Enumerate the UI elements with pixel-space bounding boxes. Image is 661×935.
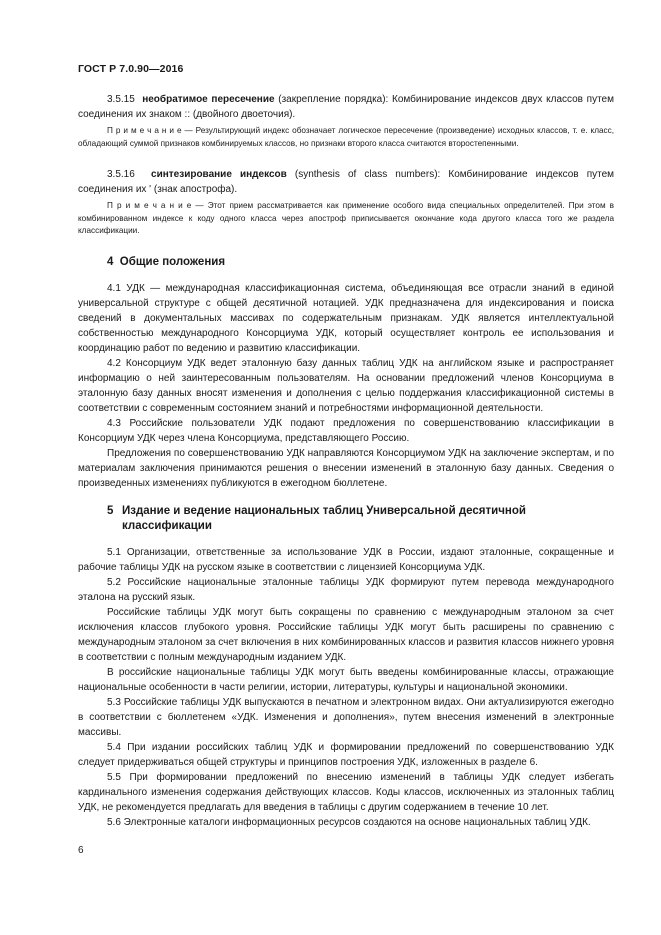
section-number: 4 xyxy=(107,256,114,268)
term-3-5-16 xyxy=(78,167,614,197)
note-paragraph xyxy=(78,200,614,238)
term-name: необратимое пересечение xyxy=(142,94,275,105)
term-paragraph xyxy=(78,167,614,197)
term-3-5-15 xyxy=(78,92,614,122)
note-label: П р и м е ч а н и е xyxy=(107,201,192,210)
term-name: синтезирование индексов xyxy=(151,169,287,180)
term-definition: (закрепление порядка): Комбинирование индексов двух классов путем соединения их знаком :: (двойного двоеточия). xyxy=(78,94,614,120)
term-definition: (synthesis of class numbers): Комбинирование индексов путем соединения их ' (знак апострофа). xyxy=(78,169,615,195)
paragraph-4-3-cont: Предложения по совершенствованию УДК направляются Консорциумом УДК на заключение экспертам, и по материалам заключения принимаются решения о внесении изменений в эталонную базу данных. Сведения о произведенных изменениях публикуются в ежегодном бюллетене. xyxy=(78,448,614,489)
note-label: П р и м е ч а н и е xyxy=(107,126,182,135)
page-number: 6 xyxy=(78,845,84,856)
term-paragraph xyxy=(78,92,614,122)
section-4-body xyxy=(78,281,614,491)
term-number: 3.5.15 xyxy=(107,94,135,105)
section-5-heading xyxy=(107,504,607,534)
section-5-body xyxy=(78,545,614,830)
paragraph-4-2: 4.2 Консорциум УДК ведет эталонную базу данных таблиц УДК на английском языке и распространяет информацию о ней заинтересованным пользователям. На основании предложений членов Консорциума в эталонную базу данных вносят изменения и дополнения с целью поддержания классификационной системы в соответствии с современным состоянием знаний и потребностями информационной деятельности. xyxy=(78,358,614,414)
paragraph-5-1: 5.1 Организации, ответственные за использование УДК в России, издают эталонные, сокращенные и рабочие таблицы УДК на русском языке в соответствии с лицензией Консорциума УДК. xyxy=(78,547,614,573)
note-text: — Этот прием рассматривается как применение особого вида специальных определителей. При этом в комбинированном индексе к коду одного класса через апостроф приписывается окончание кода другого класса того же раздела классификации. xyxy=(78,201,614,235)
paragraph-5-4: 5.4 При издании российских таблиц УДК и формировании предложений по совершенствованию УДК следует придерживаться общей структуры и принципов построения УДК, изложенных в разделе 6. xyxy=(78,742,614,768)
section-number: 5 xyxy=(107,505,114,517)
section-title: Общие положения xyxy=(119,256,226,268)
section-4-heading xyxy=(107,256,225,268)
note-paragraph xyxy=(78,125,614,150)
standard-header: ГОСТ Р 7.0.90—2016 xyxy=(78,63,184,75)
paragraph-5-3: 5.3 Российские таблицы УДК выпускаются в печатном и электронном видах. Они актуализируются ежегодно в соответствии с бюллетенем «УДК. Изменения и дополнения», путем внесения изменений в электронные массивы. xyxy=(78,697,614,738)
paragraph-5-5: 5.5 При формировании предложений по внесению изменений в таблицы УДК следует избегать кардинального изменения содержания действующих классов. Коды классов, исключенных из эталонных таблиц УДК, не рекомендуется предлагать для введения в таблицы с другим содержанием в течение 10 лет. xyxy=(78,772,614,813)
paragraph-4-1: 4.1 УДК — международная классификационная система, объединяющая все отрасли знаний в единой универсальной структуре с общей десятичной нотацией. УДК предназначена для индексирования и поиска сведений в документальных массивах по содержательным признакам. УДК является интеллектуальной собственностью международного Консорциума УДК, который осуществляет контроль ее использования и координацию работ по ведению и развитию классификации. xyxy=(78,283,614,354)
paragraph-5-2-cont2: В российские национальные таблицы УДК могут быть введены комбинированные классы, отражающие национальные особенности в части религии, истории, литературы, культуры и национальной экономики. xyxy=(78,667,614,693)
paragraph-5-6: 5.6 Электронные каталоги информационных ресурсов создаются на основе национальных таблиц УДК. xyxy=(107,817,591,828)
term-3-5-15-note xyxy=(78,125,614,150)
term-number: 3.5.16 xyxy=(107,169,135,180)
paragraph-4-3: 4.3 Российские пользователи УДК подают предложения по совершенствованию классификации в Консорциум УДК через члена Консорциума, представляющего Россию. xyxy=(78,418,614,444)
paragraph-5-2-cont: Российские таблицы УДК могут быть сокращены по сравнению с международным эталоном за счет исключения классов глубокого уровня. Российские таблицы УДК могут быть расширены по сравнению с международным эталоном за счет включения в них комбинированных классов и развития классов нижнего уровня в соответствии с полным международным изданием УДК. xyxy=(78,607,614,663)
note-text: — Результирующий индекс обозначает логическое пересечение (произведение) исходных классов, т. е. класс, обладающий суммой признаков комбинируемых классов, но признаки второго класса считаются второстепенными. xyxy=(78,126,614,148)
paragraph-5-2: 5.2 Российские национальные эталонные таблицы УДК формируют путем перевода международного эталона на русский язык. xyxy=(78,577,614,603)
term-3-5-16-note xyxy=(78,200,614,238)
section-title: Издание и ведение национальных таблиц Универсальной десятичной классификации xyxy=(122,505,526,532)
